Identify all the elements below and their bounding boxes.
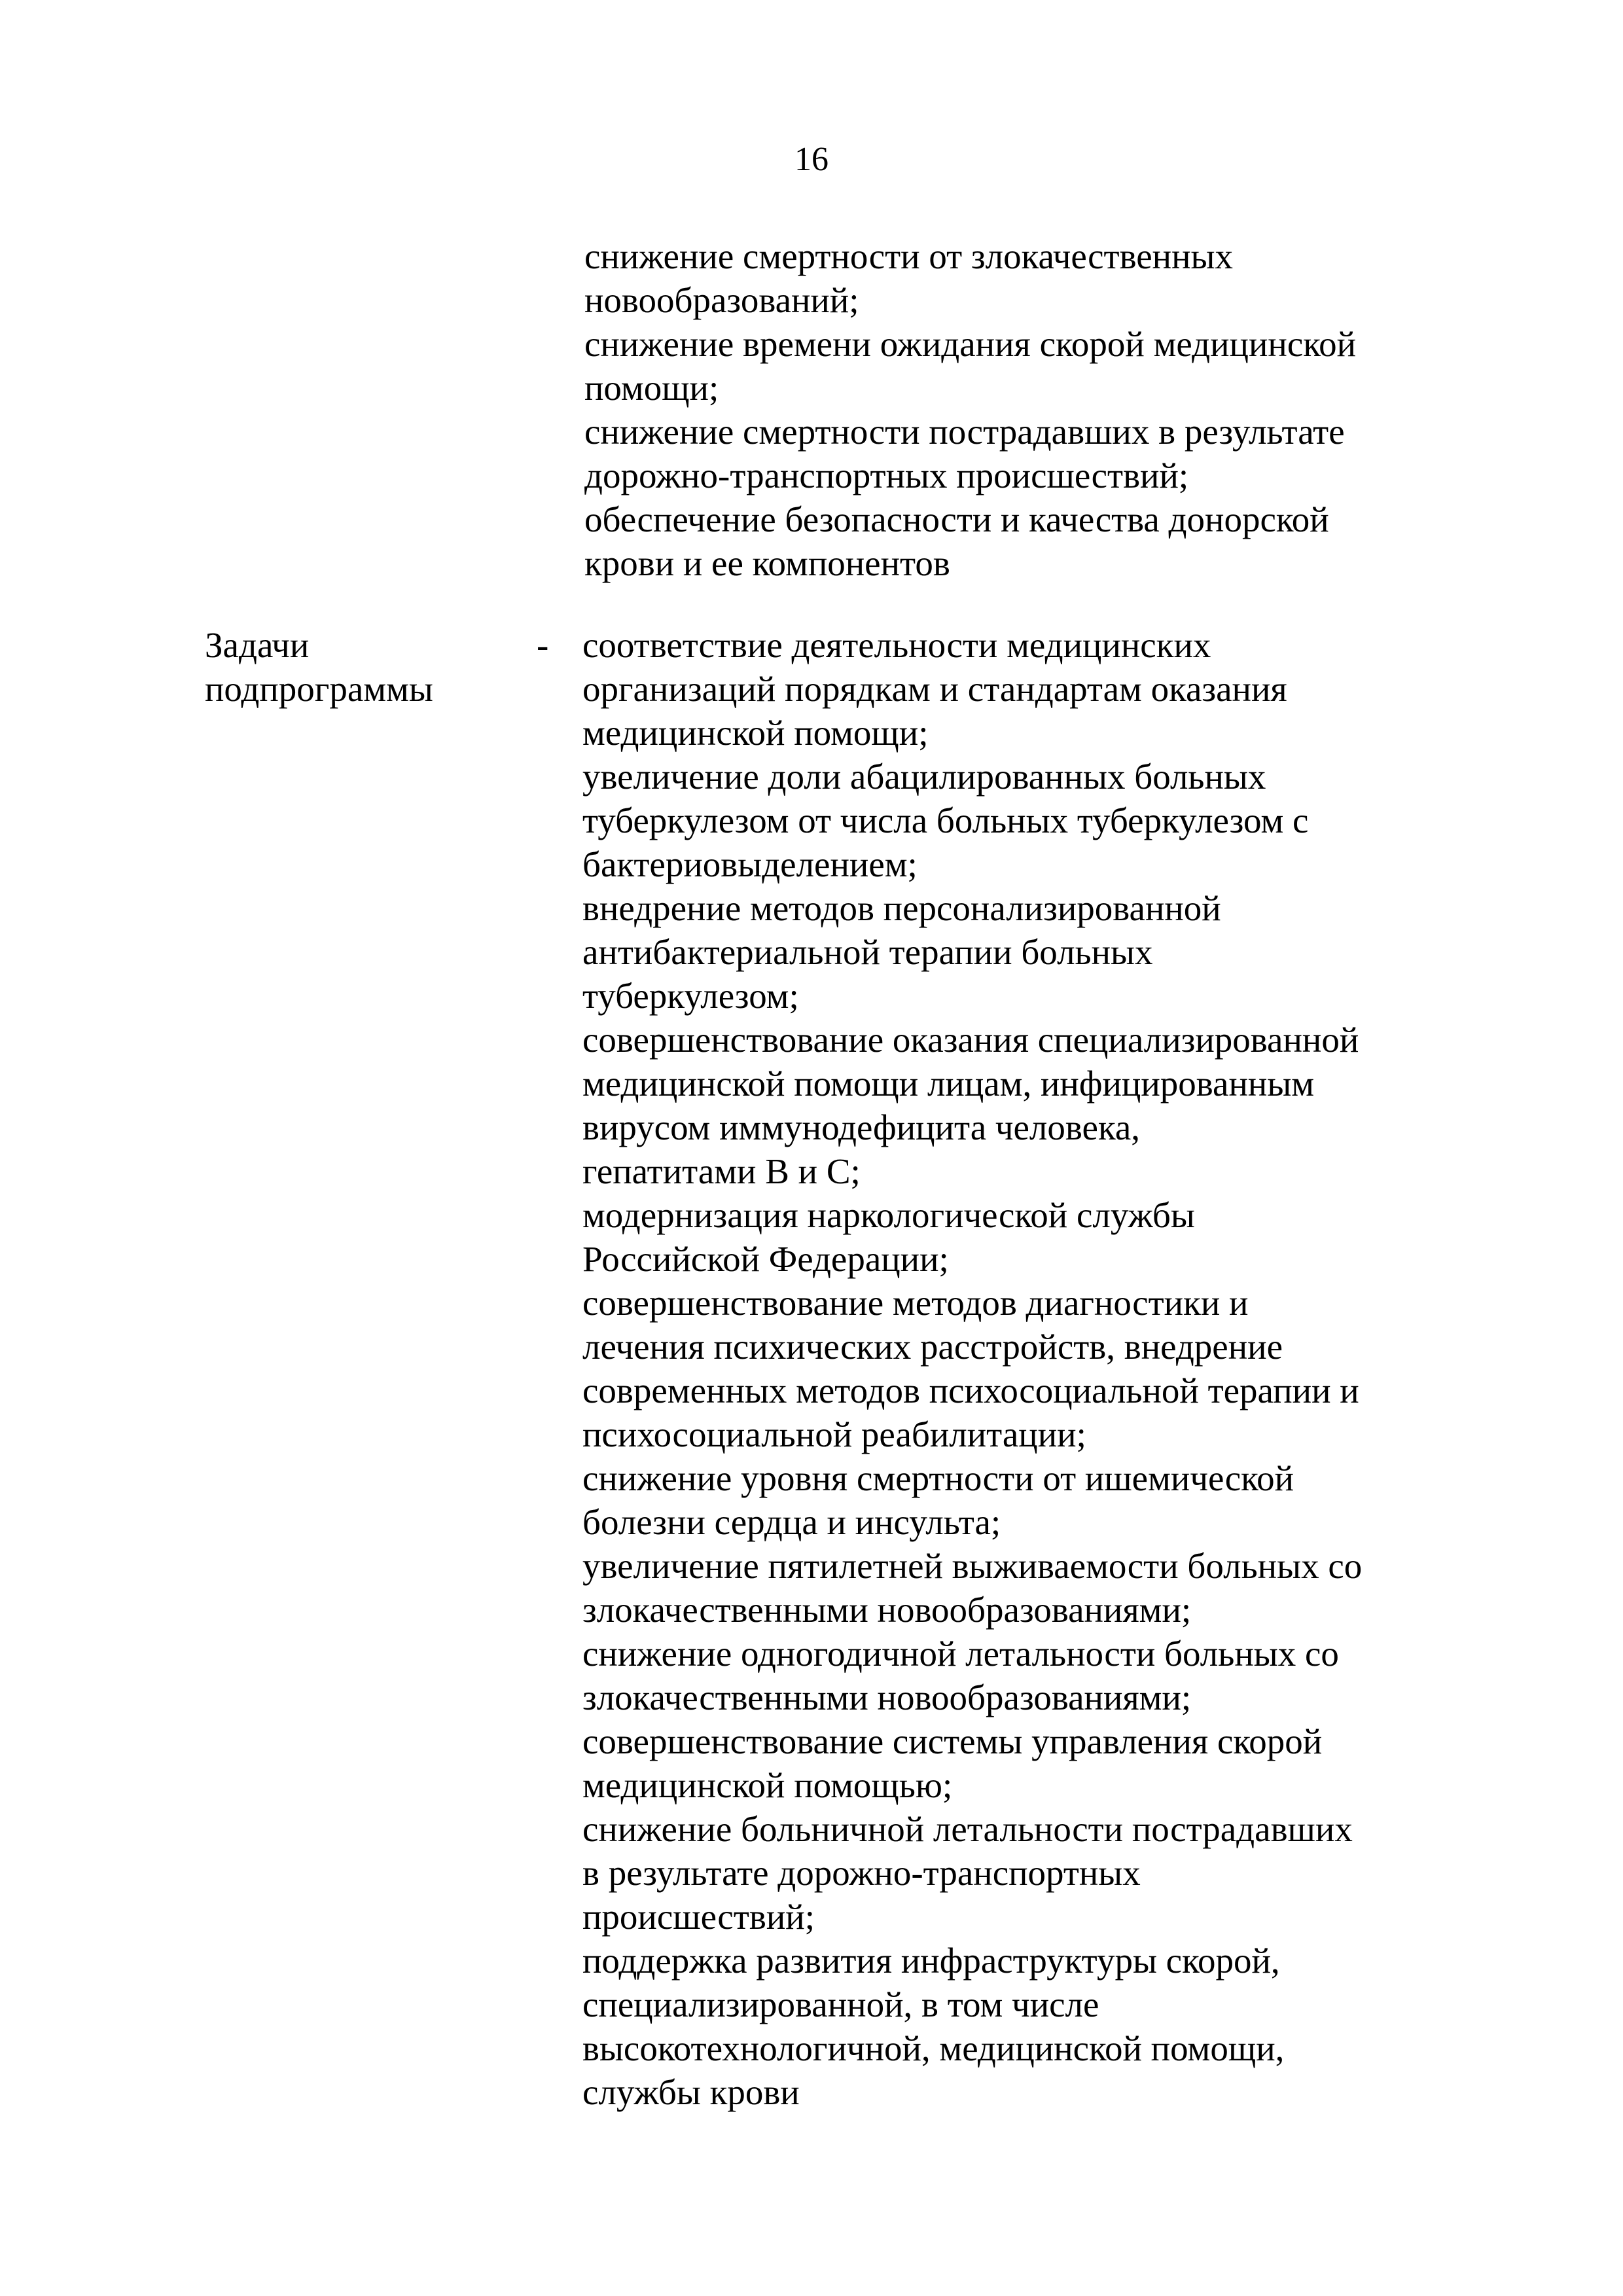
task-line: совершенствование системы управления скорой [582,1721,1323,1761]
task-line: совершенствование оказания специализированной [582,1020,1359,1060]
task-line: высокотехнологичной, медицинской помощи, [582,2028,1285,2068]
task-line: увеличение доли абацилированных больных [582,757,1266,797]
task-line: туберкулезом от числа больных туберкулезом с [582,800,1309,840]
task-line: медицинской помощи; [582,713,929,753]
section-label-line: подпрограммы [205,669,433,709]
task-line: модернизация наркологической службы [582,1195,1195,1235]
task-line: внедрение методов персонализированной [582,888,1221,928]
task-line: поддержка развития инфраструктуры скорой, [582,1941,1280,1981]
task-item [582,1807,1453,1939]
section-label-line: Задачи [205,625,310,665]
goal-item [584,322,1448,410]
goal-line: снижение смертности пострадавших в результате [584,412,1345,452]
task-line: службы крови [582,2072,800,2112]
task-line: туберкулезом; [582,976,799,1016]
task-item [582,1018,1453,1193]
task-line: бактериовыделением; [582,844,918,884]
task-line: снижение уровня смертности от ишемической [582,1458,1294,1498]
section-dash [537,623,556,667]
task-line: в результате дорожно-транспортных [582,1853,1141,1893]
goal-line: снижение смертности от злокачественных [584,236,1233,276]
task-line: совершенствование методов диагностики и [582,1283,1249,1323]
task-item [582,1281,1453,1456]
task-line: лечения психических расстройств, внедрение [582,1327,1283,1367]
task-line: снижение больничной летальности пострадавших [582,1809,1353,1849]
task-line: вирусом иммунодефицита человека, [582,1107,1140,1147]
task-line: увеличение пятилетней выживаемости больных со [582,1546,1363,1586]
task-item [582,1719,1453,1807]
task-item [582,1939,1453,2114]
task-line: происшествий; [582,1897,815,1937]
task-line: снижение одногодичной летальности больных со [582,1634,1339,1674]
task-item [582,886,1453,1018]
task-item [582,1456,1453,1544]
tasks-section-label [205,623,493,711]
goal-line: новообразований; [584,280,859,320]
dash-separator: - [537,625,549,665]
goal-item [584,497,1448,585]
goal-line: обеспечение безопасности и качества донорской [584,499,1329,539]
task-line: антибактериальной терапии больных [582,932,1153,972]
task-line: гепатитами В и С; [582,1151,861,1191]
task-item [582,623,1453,755]
task-line: организаций порядкам и стандартам оказания [582,669,1287,709]
task-line: специализированной, в том числе [582,1984,1099,2024]
task-line: соответствие деятельности медицинских [582,625,1211,665]
task-item [582,1632,1453,1719]
goal-line: дорожно-транспортных происшествий; [584,456,1189,495]
goal-item [584,234,1448,322]
goal-item [584,410,1448,497]
task-line: злокачественными новообразованиями; [582,1677,1192,1717]
goal-line: помощи; [584,368,719,408]
task-line: болезни сердца и инсульта; [582,1502,1001,1542]
task-line: медицинской помощью; [582,1765,953,1805]
task-line: медицинской помощи лицам, инфицированным [582,1064,1315,1103]
page-number: 16 [794,141,829,178]
tasks-list [582,623,1453,2114]
task-line: современных методов психосоциальной терапии и [582,1371,1359,1410]
goal-line: снижение времени ожидания скорой медицинской [584,324,1357,364]
task-item [582,1193,1453,1281]
task-line: психосоциальной реабилитации; [582,1414,1086,1454]
goals-continued-list [584,234,1448,585]
task-item [582,755,1453,886]
task-line: Российской Федерации; [582,1239,949,1279]
task-line: злокачественными новообразованиями; [582,1590,1192,1630]
task-item [582,1544,1453,1632]
goal-line: крови и ее компонентов [584,543,950,583]
